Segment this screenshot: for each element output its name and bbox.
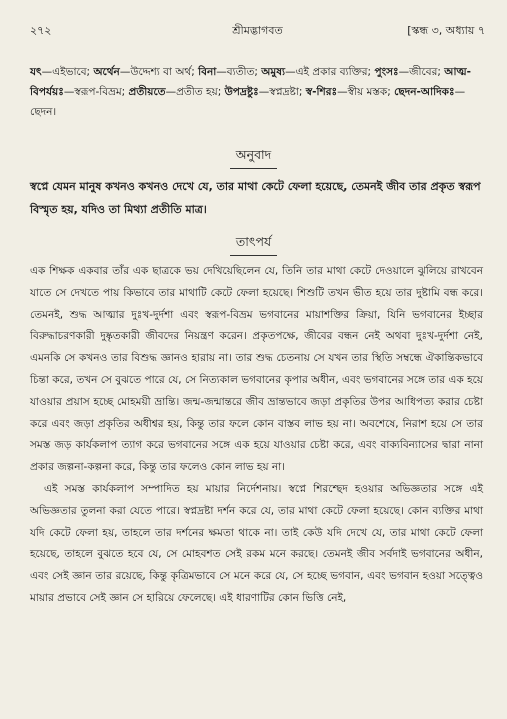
synonym-meaning: স্বপ্নদ্রষ্টা; <box>269 86 306 98</box>
purport-paragraph: এই সমস্ত কার্যকলাপ সম্পাদিত হয় মায়ার নির্দেশনায়। স্বপ্নে শিরশ্ছেদ হওয়ার অভিজ্ঞতার সঙ্গে এই অভিজ্ঞতার তুলনা করা যেতে পারে। স্বপ্নদ্রষ্টা দর্শন করে যে, তার মাথা কেটে ফেলা হয়েছে। কোন ব্যক্তির মাথা যদি কেটে ফেলা হয়, তাহলে তার দর্শনের ক্ষমতা থাকে না। তাই কেউ যদি দেখে যে, তার মাথা কেটে ফেলা হয়েছে, তাহলে বুঝতে হবে যে, সে মোহবশত সেই রকম মনে করছে। তেমনই জীব সর্বদাই ভগবানের অধীন, এবং সেই জ্ঞান তার রয়েছে, কিন্তু কৃত্রিমভাবে সে মনে করে যে, সে হচ্ছে ভগবান, এবং ভগবান হওয়া সত্ত্বেও মায়ার প্রভাবে সেই জ্ঞান সে হারিয়ে ফেলেছে। এই ধারণাটির কোন ভিত্তি নেই, <box>30 482 483 604</box>
translation-text: স্বপ্নে যেমন মানুষ কখনও কখনও দেখে যে, তার মাথা কেটে ফেলা হয়েছে, তেমনই জীব তার প্রকৃত স্বরূপ বিস্মৃত হয়, যদিও তা মিথ্যা প্রতীতি মাত্র। <box>30 180 481 216</box>
synonym-meaning: এই প্রকার ব্যক্তির; <box>295 66 375 78</box>
synonym-word: প্রতীয়তে <box>128 86 166 98</box>
synonym-item: বিনা—ব্যতীত; <box>198 66 262 78</box>
synonym-word: আত্ম-বিপর্যয়ঃ <box>30 66 471 98</box>
synonym-word: অর্থেন <box>93 66 120 78</box>
purport-paragraph: এক শিক্ষক একবার তাঁর এক ছাত্রকে ভয় দেখিয়েছিলেন যে, তিনি তার মাথা কেটে দেওয়ালে ঝুলিয়ে রাখবেন যাতে সে দেখতে পায় কিভাবে তার মাথাটি কেটে ফেলা হয়েছে। শিশুটি তখন ভীত হয়ে তার দুষ্টামি বন্ধ করে। তেমনই, শুদ্ধ আত্মার দুঃখ-দুর্দশা এবং স্বরূপ-বিভ্রম ভগবানের মায়াশক্তির ক্রিয়া, যিনি ভগবানের ইচ্ছার বিরুদ্ধাচরণকারী দুষ্কৃতকারী জীবদের নিয়ন্ত্রণ করেন। প্রকৃতপক্ষে, জীবের বন্ধন নেই অথবা দুঃখ-দুর্দশা নেই, এমনকি সে কখনও তার বিশুদ্ধ জ্ঞানও হারায় না। তার শুদ্ধ চেতনায় সে যখন তার স্থিতি সম্বন্ধে ঐকান্তিকভাবে চিন্তা করে, তখন সে বুঝতে পারে যে, সে নিত্যকাল ভগবানের কৃপার অধীন, এবং ভগবানের সঙ্গে তার এক হয়ে যাওয়ার প্রয়াস হচ্ছে মোহময়ী ভ্রান্তি। জন্ম-জন্মান্তরে জীব ভ্রান্তভাবে জড়া প্রকৃতির উপর আধিপত্য করার চেষ্টা করে এবং জড়া প্রকৃতির অধীশ্বর হয়, কিন্তু তার ফলে কোন বাস্তব লাভ হয় না। অবশেষে, নিরাশ হয়ে সে তার সমস্ত জড় কার্যকলাপ ত্যাগ করে ভগবানের সঙ্গে এক হয়ে যাওয়ার চেষ্টা করে, এবং বাক্যবিন্যাসের দ্বারা নানা প্রকার জল্পনা-কল্পনা করে, কিন্তু তার ফলেও কোন লাভ হয় না। <box>30 265 483 474</box>
translation-heading-text: অনুবাদ <box>230 147 277 169</box>
chapter-reference: [স্কন্ধ ৩, অধ্যায় ৭ <box>407 24 485 37</box>
page-header <box>30 22 485 40</box>
synonym-word: যৎ <box>30 66 42 78</box>
synonym-item: আত্ম-বিপর্যয়ঃ—স্বরূপ-বিভ্রম; <box>30 66 471 98</box>
synonym-word: অমুষ্য <box>261 66 286 78</box>
synonym-word: স্ব-শিরঃ <box>305 86 338 98</box>
synonym-meaning: ছেদন। <box>30 106 57 118</box>
synonym-item: অর্থেন—উদ্দেশ্য বা অর্থ; <box>93 66 199 78</box>
synonym-meaning: স্বীয় মস্তক; <box>347 86 395 98</box>
synonym-meaning: স্বরূপ-বিভ্রম; <box>74 86 129 98</box>
synonym-word: উপদ্রষ্টুঃ <box>224 86 259 98</box>
book-title: শ্রীমদ্ভাগবত <box>232 24 283 37</box>
synonym-meaning: প্রতীত হয়; <box>176 86 225 98</box>
synonym-item: উপদ্রষ্টুঃ—স্বপ্নদ্রষ্টা; <box>224 86 306 98</box>
purport-body <box>30 261 483 610</box>
synonym-word: ছেদন-আদিকঃ <box>394 86 455 98</box>
synonym-word: বিনা <box>198 66 217 78</box>
synonym-meaning: জীবের; <box>409 66 445 78</box>
synonym-item: প্রতীয়তে—প্রতীত হয়; <box>128 86 225 98</box>
page-number: ২৭২ <box>30 24 52 37</box>
synonym-meaning: উদ্দেশ্য বা অর্থ; <box>130 66 199 78</box>
synonym-item: পুংসঃ—জীবের; <box>374 66 445 78</box>
synonym-item: স্ব-শিরঃ—স্বীয় মস্তক; <box>305 86 395 98</box>
synonym-meaning: ব্যতীত; <box>226 66 262 78</box>
word-synonyms <box>30 62 483 122</box>
synonym-meaning: এইভাবে; <box>52 66 94 78</box>
synonym-item: যৎ—এইভাবে; <box>30 66 94 78</box>
synonym-item: ছেদন-আদিকঃ—ছেদন। <box>30 86 466 118</box>
purport-heading-text: তাৎপর্য <box>230 234 277 256</box>
synonym-word: পুংসঃ <box>374 66 399 78</box>
synonym-item: অমুষ্য—এই প্রকার ব্যক্তির; <box>261 66 375 78</box>
purport-heading <box>0 234 507 256</box>
translation-heading <box>0 147 507 169</box>
